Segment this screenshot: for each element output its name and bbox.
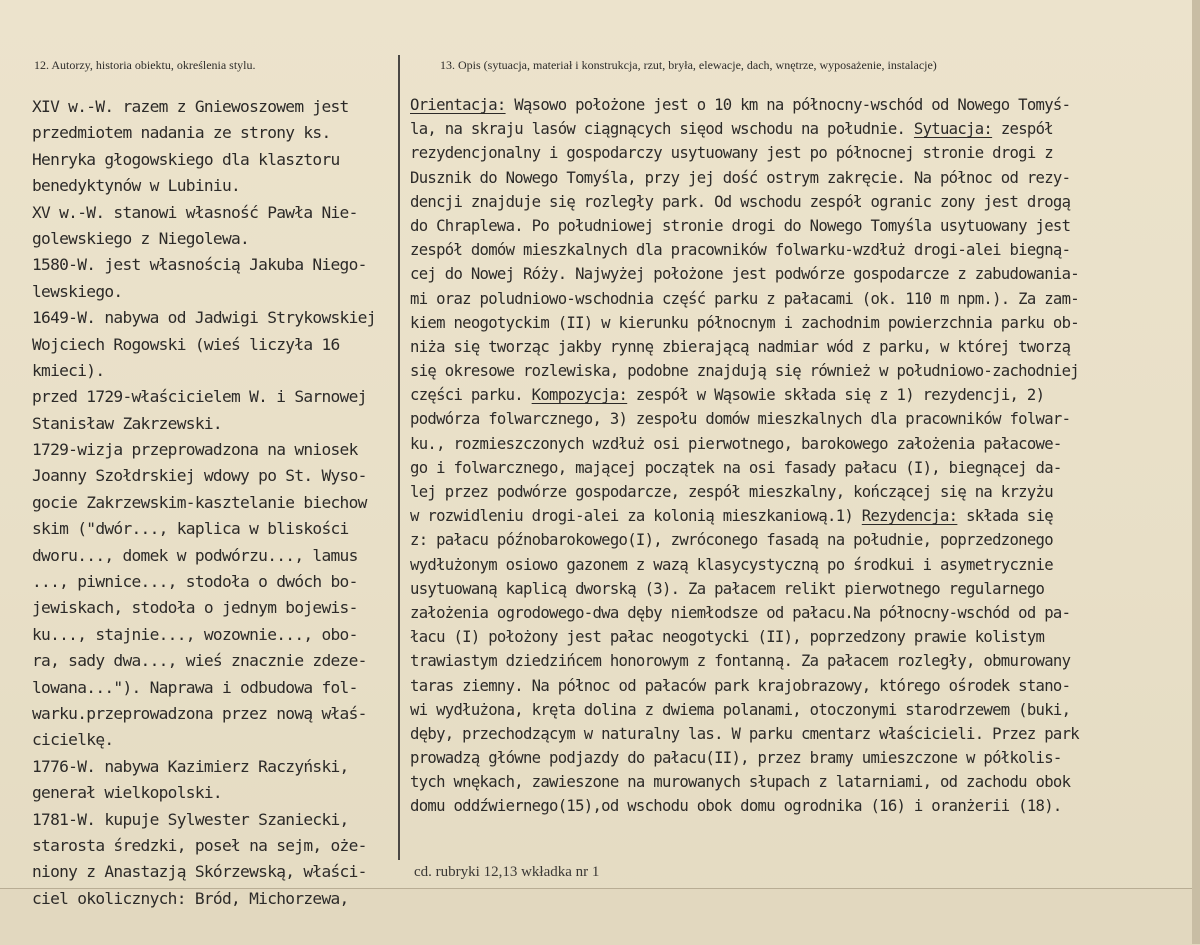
- description-line: [410, 166, 1190, 190]
- description-line: [410, 190, 1190, 214]
- history-line: ra, sady dwa..., wieś znacznie zdeze-: [32, 651, 367, 671]
- description-text: z: pałacu późnobarokowego(I), zwróconego fasadą na południe, poprzedzonego: [410, 531, 1053, 550]
- description-line: [410, 746, 1190, 770]
- history-line: ciel okolicznych: Bród, Michorzewa,: [32, 888, 349, 908]
- description-line: [410, 456, 1190, 480]
- history-line: 1776-W. nabywa Kazimierz Raczyński,: [32, 756, 349, 776]
- description-text: do Chraplewa. Po południowej stronie drogi do Nowego Tomyśla usytuowany jest: [410, 216, 1071, 235]
- description-line: [410, 311, 1190, 335]
- description-text: zespół domów mieszkalnych dla pracowników folwarku-wzdłuż drogi-alei biegną-: [410, 241, 1071, 260]
- description-line: [410, 117, 1190, 141]
- column-divider: [398, 55, 400, 860]
- description-text: niża się tworząc jakby rynnę zbierającą nadmiar wód z parku, w której tworzą: [410, 337, 1071, 356]
- history-line: ku..., stajnie..., wozownie..., obo-: [32, 624, 358, 644]
- history-line: Henryka głogowskiego dla klasztoru: [32, 149, 340, 169]
- description-text: taras ziemny. Na północ od pałaców park krajobrazowy, którego ośrodek stano-: [410, 676, 1071, 695]
- description-line: [410, 601, 1190, 625]
- description-line: [410, 238, 1190, 262]
- description-line: [410, 262, 1190, 286]
- description-text: domu oddźwiernego(15),od wschodu obok domu ogrodnika (16) i oranżerii (18).: [410, 797, 1062, 816]
- history-line: jewiskach, stodoła o jednym bojewis-: [32, 598, 358, 618]
- description-text: ku., rozmieszczonych wzdłuż osi pierwotnego, barokowego założenia pałacowe-: [410, 434, 1062, 453]
- description-line: [410, 674, 1190, 698]
- description-line: [410, 93, 1190, 117]
- description-line: [410, 722, 1190, 746]
- description-line: [410, 383, 1190, 407]
- section-label: Kompozycja:: [531, 386, 628, 405]
- description-text: się okresowe rozlewiska, podobne znajdują się również w południowo-zachodniej: [410, 362, 1079, 381]
- continuation-note: cd. rubryki 12,13 wkładka nr 1: [414, 864, 600, 880]
- description-text: wi wydłużona, kręta dolina z dwiema polanami, otoczonymi starodrzewem (buki,: [410, 700, 1071, 719]
- history-line: skim ("dwór..., kaplica w bliskości: [32, 519, 349, 539]
- section-label: Rezydencja:: [861, 507, 958, 526]
- section-label: Orientacja:: [410, 96, 506, 114]
- description-text: prowadzą główne podjazdy do pałacu(II), przez bramy umieszczone w półkolis-: [410, 749, 1062, 768]
- section-13-heading: 13. Opis (sytuacja, materiał i konstrukcja, rzut, bryła, elewacje, dach, wnętrze, wyposażenie, instalacje): [440, 58, 937, 72]
- description-text: części parku.: [410, 386, 532, 405]
- description-text: składa się: [957, 507, 1053, 526]
- section-12-heading: 12. Autorzy, historia obiektu, określenia stylu.: [34, 58, 256, 72]
- description-line: [410, 770, 1190, 794]
- description-text: podwórza folwarcznego, 3) zespołu domów mieszkalnych dla pracowników folwar-: [410, 410, 1071, 429]
- history-line: Joanny Szołdrskiej wdowy po St. Wyso-: [32, 466, 367, 486]
- section-label: Sytuacja:: [913, 120, 993, 139]
- history-line: kmieci).: [32, 360, 105, 380]
- description-line: [410, 432, 1190, 456]
- description-text: go i folwarcznego, mającej początek na osi fasady pałacu (I), biegnącej da-: [410, 458, 1062, 477]
- history-line: gocie Zakrzewskim-kasztelanie biechow: [32, 492, 367, 512]
- description-line: [410, 287, 1190, 311]
- description-text: kiem neogotyckim (II) w kierunku północnym i zachodnim powierzchnia parku ob-: [410, 313, 1079, 332]
- description-text: dęby, przechodzącym w naturalny las. W parku cmentarz właścicieli. Przez park: [410, 724, 1079, 743]
- description-line: [410, 141, 1190, 165]
- description-column: [410, 93, 1190, 819]
- description-text: wydłużonym osiowo gazonem z wazą klasycystyczną po środkui i asymetrycznie: [410, 555, 1053, 574]
- description-text: tych wnękach, zawieszone na murowanych słupach z latarniami, od zachodu obok: [410, 773, 1071, 792]
- history-line: 1649-W. nabywa od Jadwigi Strykowskiej: [32, 308, 376, 328]
- history-line: 1580-W. jest własnością Jakuba Niego-: [32, 255, 367, 275]
- history-line: lewskiego.: [32, 281, 123, 301]
- history-line: Wojciech Rogowski (wieś liczyła 16: [32, 334, 340, 354]
- description-text: założenia ogrodowego-dwa dęby niemłodsze od pałacu.Na północny-wschód od pa-: [410, 603, 1071, 622]
- history-line: Stanisław Zakrzewski.: [32, 413, 222, 433]
- description-text: w rozwidleniu drogi-alei za kolonią mieszkaniową.1): [410, 507, 862, 526]
- description-line: [410, 577, 1190, 601]
- description-line: [410, 504, 1190, 528]
- history-line: cicielkę.: [32, 730, 114, 750]
- description-line: [410, 794, 1190, 818]
- history-line: ..., piwnice..., stodoła o dwóch bo-: [32, 572, 358, 592]
- description-line: [410, 528, 1190, 552]
- description-text: zespół: [992, 120, 1053, 139]
- description-line: [410, 214, 1190, 238]
- description-line: [410, 553, 1190, 577]
- description-text: trawiastym dziedzińcem honorowym z fontanną. Za pałacem rozległy, obmurowany: [410, 652, 1071, 671]
- description-line: [410, 407, 1190, 431]
- history-line: benedyktynów w Lubiniu.: [32, 176, 241, 196]
- history-line: golewskiego z Niegolewa.: [32, 228, 250, 248]
- description-line: [410, 649, 1190, 673]
- description-line: [410, 335, 1190, 359]
- description-line: [410, 625, 1190, 649]
- description-text: Wąsowo położone jest o 10 km na północny-wschód od Nowego Tomyś-: [505, 96, 1071, 114]
- paper-edge: [1192, 0, 1200, 944]
- history-line: XV w.-W. stanowi własność Pawła Nie-: [32, 202, 358, 222]
- description-text: zespół w Wąsowie składa się z 1) rezydencji, 2): [627, 386, 1045, 405]
- history-line: niony z Anastazją Skórzewską, właści-: [32, 862, 367, 882]
- history-line: 1729-wizja przeprowadzona na wniosek: [32, 440, 358, 460]
- description-text: cej do Nowej Róży. Najwyżej położone jest podwórze gospodarcze z zabudowania-: [410, 265, 1079, 284]
- description-line: [410, 698, 1190, 722]
- history-line: warku.przeprowadzona przez nową właś-: [32, 703, 367, 723]
- history-line: dworu..., domek w podwórzu..., lamus: [32, 545, 358, 565]
- history-line: 1781-W. kupuje Sylwester Szaniecki,: [32, 809, 349, 829]
- history-line: przed 1729-właścicielem W. i Sarnowej: [32, 387, 367, 407]
- history-line: XIV w.-W. razem z Gniewoszowem jest: [32, 97, 349, 116]
- history-column: [32, 94, 392, 912]
- description-line: [410, 480, 1190, 504]
- description-text: usytuowaną kaplicą dworską (3). Za pałacem relikt pierwotnego regularnego: [410, 579, 1045, 598]
- description-text: mi oraz poludniowo-wschodnia część parku z pałacami (ok. 110 m npm.). Za zam-: [410, 289, 1079, 308]
- description-line: [410, 359, 1190, 383]
- history-line: starosta średzki, poseł na sejm, oże-: [32, 835, 367, 855]
- description-text: lej przez podwórze gospodarcze, zespół mieszkalny, kończącej się na krzyżu: [410, 483, 1053, 501]
- description-text: rezydencjonalny i gospodarczy usytuowany jest po północnej stronie drogi z: [410, 144, 1053, 163]
- history-line: generał wielkopolski.: [32, 783, 222, 803]
- description-text: dencji znajduje się rozległy park. Od wschodu zespół ogranic zony jest drogą: [410, 192, 1071, 211]
- history-line: lowana..."). Naprawa i odbudowa fol-: [32, 677, 358, 697]
- history-line: przedmiotem nadania ze strony ks.: [32, 123, 331, 143]
- description-text: Dusznik do Nowego Tomyśla, przy jej dość ostrym zakręcie. Na północ od rezy-: [410, 168, 1071, 187]
- description-text: la, na skraju lasów ciągnących sięod wschodu na południe.: [410, 120, 914, 139]
- description-text: łacu (I) położony jest pałac neogotycki (II), poprzedzony prawie kolistym: [410, 628, 1045, 647]
